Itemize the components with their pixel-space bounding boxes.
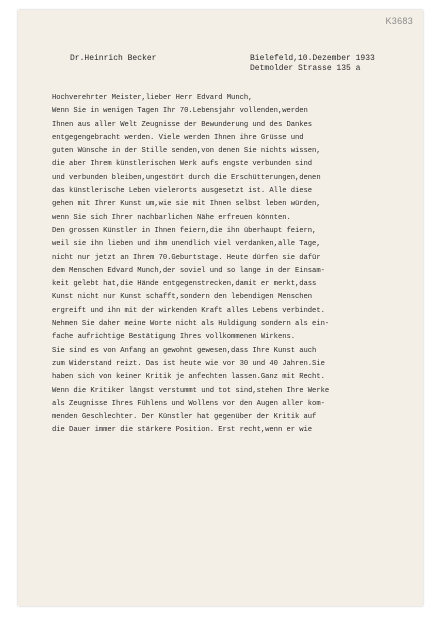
body-line: dem Menschen Edvard Munch,der soviel und so lange in der Einsam- bbox=[52, 266, 325, 275]
body-line: das künstlerische Leben vielerorts ausgesetzt ist. Alle diese bbox=[52, 187, 313, 196]
body-line: Ihnen aus aller Welt Zeugnisse der Bewunderung und des Dankes bbox=[52, 120, 313, 129]
body-line: fache aufrichtige Bestätigung Ihres vollkommenen Wirkens. bbox=[52, 333, 296, 342]
letter-page bbox=[18, 10, 423, 606]
body-line: Sie sind es von Anfang an gewohnt gewesen,dass Ihre Kunst auch bbox=[52, 346, 317, 355]
letter-body bbox=[52, 92, 402, 438]
body-line: Wenn die Kritiker längst verstummt und tot sind,stehen Ihre Werke bbox=[52, 386, 330, 395]
sender-address: Detmolder Strasse 135 a bbox=[250, 64, 361, 73]
body-line: Nehmen Sie daher meine Worte nicht als Huldigung sondern als ein- bbox=[52, 320, 330, 329]
body-line: nicht nur jetzt an Ihrem 70.Geburtstage. Heute dürfen sie dafür bbox=[52, 253, 321, 262]
place-date: Bielefeld,10.Dezember 1933 bbox=[250, 54, 375, 63]
place-date-block bbox=[250, 54, 375, 74]
sender-name: Dr.Heinrich Becker bbox=[70, 54, 157, 63]
body-line: entgegengebracht werden. Viele werden Ihnen ihre Grüsse und bbox=[52, 133, 304, 142]
body-line: weil sie ihn lieben und ihm unendlich viel verdanken,alle Tage, bbox=[52, 240, 321, 249]
body-line: wenn Sie sich Ihrer nachbarlichen Nähe erfreuen könnten. bbox=[52, 213, 291, 222]
body-line: ergreift und ihn mit der wirkenden Kraft alles Lebens verbindet. bbox=[52, 306, 325, 315]
body-line: als Zeugnisse Ihres Fühlens und Wollens vor den Augen aller kom- bbox=[52, 399, 325, 408]
body-line: Hochverehrter Meister,lieber Herr Edvard Munch, bbox=[52, 94, 253, 102]
body-line: Den grossen Künstler in Ihnen feiern,die ihn überhaupt feiern, bbox=[52, 226, 317, 235]
body-line: die aber Ihrem künstlerischen Werk aufs engste verbunden sind bbox=[52, 160, 313, 169]
body-line: Kunst nicht nur Kunst schafft,sondern den lebendigen Menschen bbox=[52, 293, 313, 302]
body-line: keit gelebt hat,die Hände entgegenstrecken,damit er merkt,dass bbox=[52, 280, 317, 289]
body-line: guten Wünsche in der Stille senden,von denen Sie nichts wissen, bbox=[52, 147, 321, 156]
body-line: haben sich von keiner Kritik je anfechten lassen.Ganz mit Recht. bbox=[52, 373, 325, 382]
body-line: und verbunden bleiben,ungestört durch die Erschütterungen,denen bbox=[52, 173, 321, 182]
body-line: die Dauer immer die stärkere Position. Erst recht,wenn er wie bbox=[52, 426, 313, 435]
body-line: menden Geschlechter. Der Künstler hat gegenüber der Kritik auf bbox=[52, 413, 317, 422]
body-line: gehen mit Ihrer Kunst um,wie sie mit Ihnen selbst leben würden, bbox=[52, 200, 321, 209]
archive-number: K3683 bbox=[385, 16, 413, 26]
body-line: zum Widerstand reizt. Das ist heute wie vor 30 und 40 Jahren.Sie bbox=[52, 359, 325, 368]
body-line: Wenn Sie in wenigen Tagen Ihr 70.Lebensjahr vollenden,werden bbox=[52, 107, 308, 116]
